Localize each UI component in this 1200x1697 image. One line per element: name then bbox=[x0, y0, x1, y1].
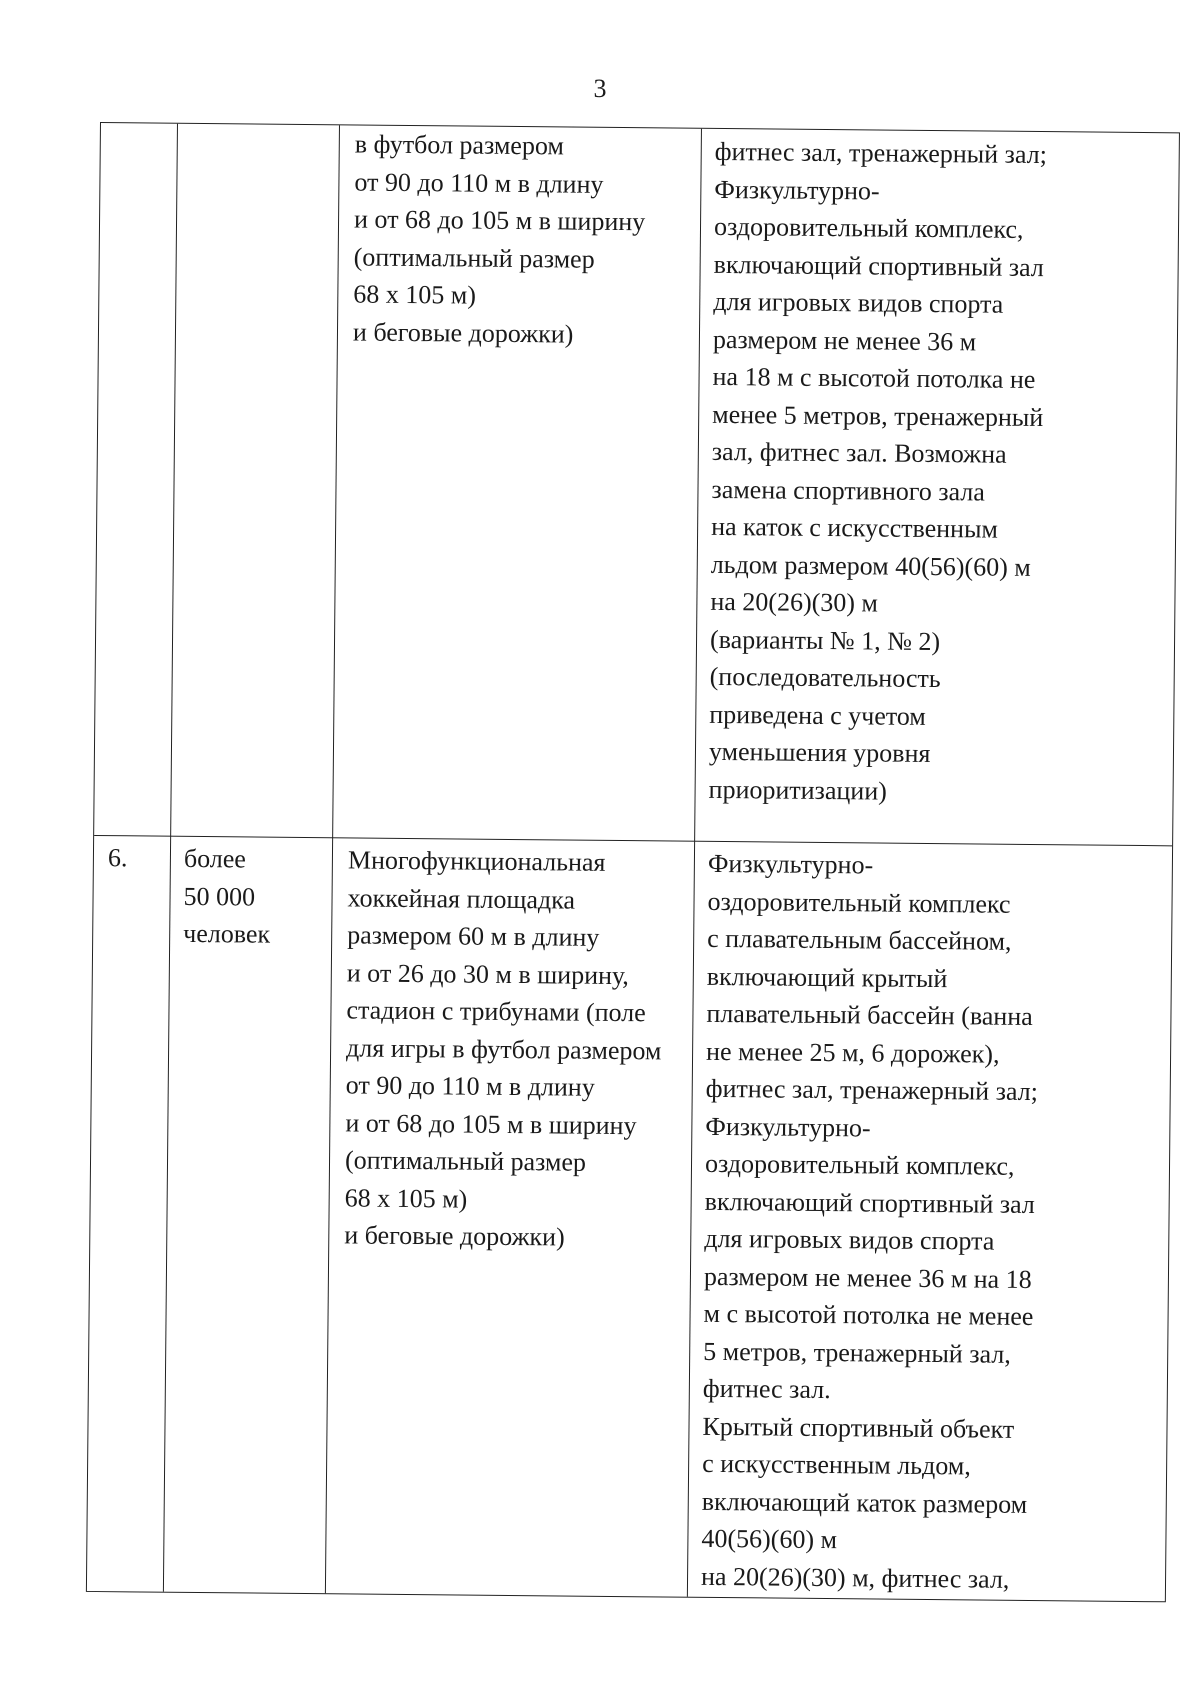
sport-facilities-cell: в футбол размером от 90 до 110 м в длину и от 68 до 105 м в ширину (оптимальный размер 68 х 105 м) и беговые дорожки) bbox=[352, 129, 646, 349]
facilities-table bbox=[86, 122, 1180, 1602]
sport-facilities-cell: Многофункциональная хоккейная площадка размером 60 м в длину и от 26 до 30 м в ширину, стадион с трибунами (поле для игры в футбол размером от 90 до 110 м в длину и от 68 до 105 м в ширину (оптимальный размер 68 х 105 м) и беговые дорожки) bbox=[344, 845, 662, 1252]
table-row bbox=[87, 835, 1172, 1601]
row-number-cell: 6. bbox=[107, 843, 128, 873]
row-number-cell bbox=[115, 127, 175, 128]
population-cell bbox=[191, 128, 321, 129]
population-cell: более 50 000 человек bbox=[183, 843, 271, 949]
complex-facilities-cell: фитнес зал, тренажерный зал; Физкультурно- оздоровительный комплекс, включающий спортивный зал для игровых видов спорта размером не менее 36 м на 18 м с высотой потолка не менее 5 метров, тренажерный зал, фитнес зал. Возможна замена спортивного зала на каток с искусственным льдом размером 40(56)(60) м на 20(26)(30) м (варианты № 1, № 2) (последовательность приведена с учетом уменьшения уровня приоритизации) bbox=[708, 136, 1048, 806]
table-row bbox=[94, 123, 1179, 846]
complex-facilities-cell: Физкультурно- оздоровительный комплекс с плавательным бассейном, включающий крытый плавательный бассейн (ванна не менее 25 м, 6 дорожек), фитнес зал, тренажерный зал; Физкультурно- оздоровительный комплекс, включающий спортивный зал для игровых видов спорта размером не менее 36 м на 18 м с высотой потолка не менее 5 метров, тренажерный зал, фитнес зал. Крытый спортивный объект с искусственным льдом, включающий каток размером 40(56)(60) м на 20(26)(30) м, фитнес зал, bbox=[700, 848, 1039, 1594]
page-number: 3 bbox=[593, 74, 607, 103]
